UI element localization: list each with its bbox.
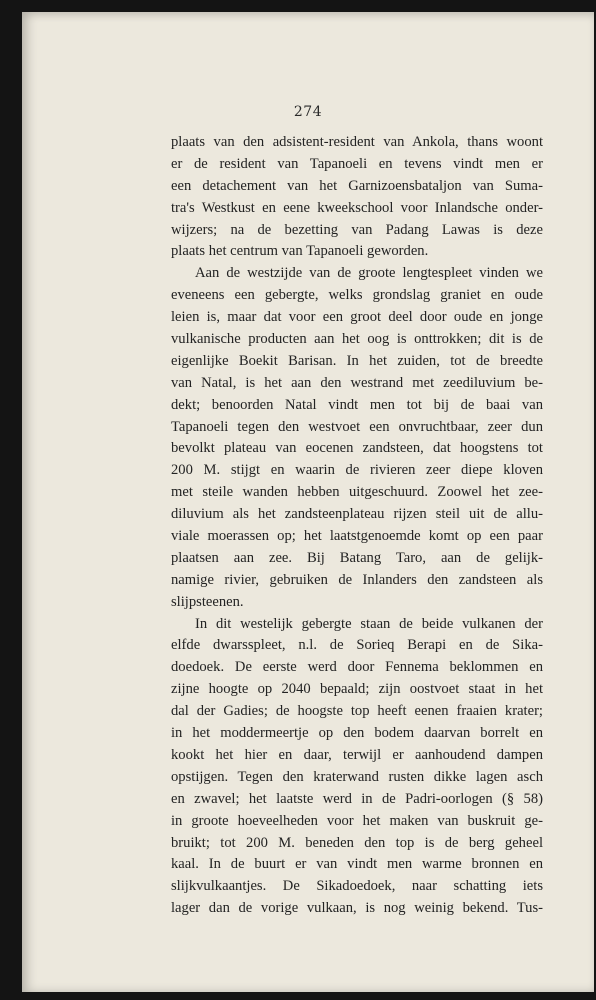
text-line: kookt het hier en daar, terwijl er aanhoudend dampen [171, 746, 543, 763]
text-line: elfde dwarsspleet, n.l. de Sorieq Berapi en de Sika- [171, 637, 543, 654]
text-line: Tapanoeli tegen den westvoet een onvruchtbaar, zeer dun [171, 418, 543, 435]
text-line: eveneens een gebergte, welks grondslag graniet en oude [171, 287, 543, 304]
text-line: opstijgen. Tegen den kraterwand rusten dikke lagen asch [171, 768, 543, 785]
text-line: namige rivier, gebruiken de Inlanders den zandsteen als [171, 571, 543, 588]
text-line: leien is, maar dat voor een groot deel door oude en jonge [171, 309, 543, 326]
text-line: van Natal, is het aan den westrand met zeediluvium be- [171, 374, 543, 391]
text-line: bruikt; tot 200 M. beneden den top is de berg geheel [171, 834, 543, 851]
text-line: plaats het centrum van Tapanoeli geworden. [171, 243, 429, 260]
text-line: met steile wanden hebben uitgeschuurd. Zoowel het zee- [171, 484, 543, 501]
text-line: tra's Westkust en eene kweekschool voor Inlandsche onder- [171, 199, 543, 216]
text-line: slijkvulkaantjes. De Sikadoedoek, naar schatting iets [171, 878, 543, 895]
text-line: in het moddermeertje op den bodem daarvan borrelt en [171, 725, 543, 742]
page-number: 274 [293, 104, 323, 120]
text-line: Aan de westzijde van de groote lengtespleet vinden we [195, 265, 543, 282]
text-line: diluvium als het zandsteenplateau rijzen steil uit de allu- [171, 506, 543, 523]
text-line: 200 M. stijgt en waarin de rivieren zeer diepe kloven [171, 462, 543, 479]
text-line: dal der Gadies; de hoogste top heeft eenen fraaien krater; [171, 703, 543, 720]
text-line: bevolkt plateau van eocenen zandsteen, dat hoogstens tot [171, 440, 543, 457]
text-line: zijne hoogte op 2040 bepaald; zijn oostvoet staat in het [171, 681, 543, 698]
text-line: viale moerassen op; het laatstgenoemde komt op een paar [171, 528, 543, 545]
text-line: in groote hoeveelheden voor het maken van buskruit ge- [171, 812, 543, 829]
text-line: en zwavel; het laatste werd in de Padri-oorlogen (§ 58) [171, 790, 543, 807]
text-line: kaal. In de buurt er van vindt men warme bronnen en [171, 856, 543, 873]
text-line: vulkanische producten aan het oog is onttrokken; dit is de [171, 331, 543, 348]
text-line: slijpsteenen. [171, 593, 244, 610]
text-line: lager dan de vorige vulkaan, is nog weinig bekend. Tus- [171, 900, 543, 917]
text-line: dekt; benoorden Natal vindt men tot bij de baai van [171, 396, 543, 413]
body-text [171, 132, 543, 920]
text-line: plaats van den adsistent-resident van Ankola, thans woont [171, 134, 543, 150]
text-line: doedoek. De eerste werd door Fennema beklommen en [171, 659, 543, 676]
text-line: In dit westelijk gebergte staan de beide vulkanen der [195, 615, 543, 632]
text-line: plaatsen aan zee. Bij Batang Taro, aan de gelijk- [171, 549, 543, 566]
text-line: er de resident van Tapanoeli en tevens vindt men er [171, 155, 543, 172]
text-line: eigenlijke Boekit Barisan. In het zuiden, tot de breedte [171, 352, 543, 369]
book-page [22, 12, 594, 992]
text-line: een detachement van het Garnizoensbataljon van Suma- [171, 177, 543, 194]
text-line: wijzers; na de bezetting van Padang Lawas is deze [171, 221, 543, 238]
